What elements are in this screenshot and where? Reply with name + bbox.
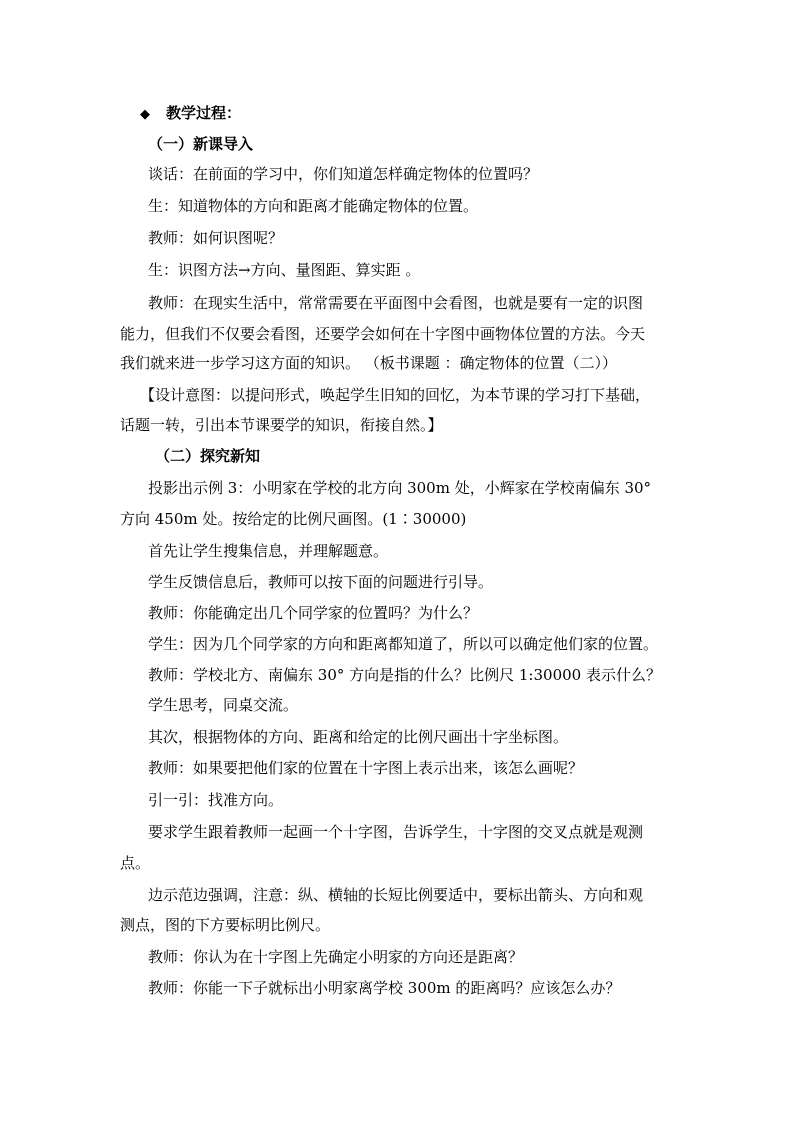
paragraph: 谈话：在前面的学习中，你们知道怎样确定物体的位置吗？ <box>148 165 539 183</box>
paragraph: 教师：如果要把他们家的位置在十字图上表示出来，该怎么画呢？ <box>148 759 584 777</box>
design-note-line: 话题一转，引出本节课要学的知识，衔接自然。】 <box>120 416 443 434</box>
paragraph: 生：知道物体的方向和距离才能确定物体的位置。 <box>148 197 479 215</box>
section-heading <box>140 103 700 125</box>
paragraph: 教师：如何识图呢？ <box>148 229 284 247</box>
paragraph-line: 能力，但我们不仅要会看图，还要学会如何在十字图中画物体位置的方法。今天 <box>120 325 646 343</box>
design-note-line: 【设计意图：以提问形式，唤起学生旧知的回忆，为本节课的学习打下基础， <box>140 386 651 404</box>
heading-title: 教学过程： <box>166 104 242 122</box>
explore-section-title: （二）探究新知 <box>155 447 261 465</box>
diamond-bullet-icon: ◆ <box>140 107 150 122</box>
paragraph-line: 方向 450m 处。按给定的比例尺画图。(1∶30000) <box>120 510 467 528</box>
paragraph: 教师：你能确定出几个同学家的位置吗？为什么？ <box>148 604 479 622</box>
intro-section-title: （一）新课导入 <box>148 135 254 153</box>
paragraph: 学生：因为几个同学家的方向和距离都知道了，所以可以确定他们家的位置。 <box>148 635 659 653</box>
paragraph-line: 测点，图的下方要标明比例尺。 <box>120 916 331 934</box>
paragraph-line: 教师：在现实生活中，常常需要在平面图中会看图，也就是要有一定的识图 <box>148 294 644 312</box>
paragraph-line: 要求学生跟着教师一起画一个十字图，告诉学生，十字图的交叉点就是观测 <box>148 823 644 841</box>
paragraph: 学生思考，同桌交流。 <box>148 696 299 714</box>
paragraph: 生：识图方法→方向、量图距、算实距 。 <box>148 261 421 279</box>
paragraph: 教师：你能一下子就标出小明家离学校 300m 的距离吗？应该怎么办？ <box>148 979 621 997</box>
paragraph-line: 点。 <box>120 854 151 872</box>
paragraph: 学生反馈信息后，教师可以按下面的问题进行引导。 <box>148 573 494 591</box>
paragraph: 教师：学校北方、南偏东 30° 方向是指的什么？比例尺 1:30000 表示什么？ <box>148 666 661 684</box>
paragraph-line: 投影出示例 3：小明家在学校的北方向 300m 处，小辉家在学校南偏东 30° <box>148 479 652 497</box>
paragraph-line: 边示范边强调，注意：纵、横轴的长短比例要适中，要标出箭头、方向和观 <box>148 886 644 904</box>
paragraph: 教师：你认为在十字图上先确定小明家的方向还是距离？ <box>148 948 524 966</box>
paragraph: 引一引：找准方向。 <box>148 791 284 809</box>
paragraph-line: 我们就来进一步学习这方面的知识。 （板书课题 ：确定物体的位置（二）） <box>120 354 618 372</box>
paragraph: 首先让学生搜集信息，并理解题意。 <box>148 542 389 560</box>
paragraph: 其次，根据物体的方向、距离和给定的比例尺画出十字坐标图。 <box>148 728 569 746</box>
